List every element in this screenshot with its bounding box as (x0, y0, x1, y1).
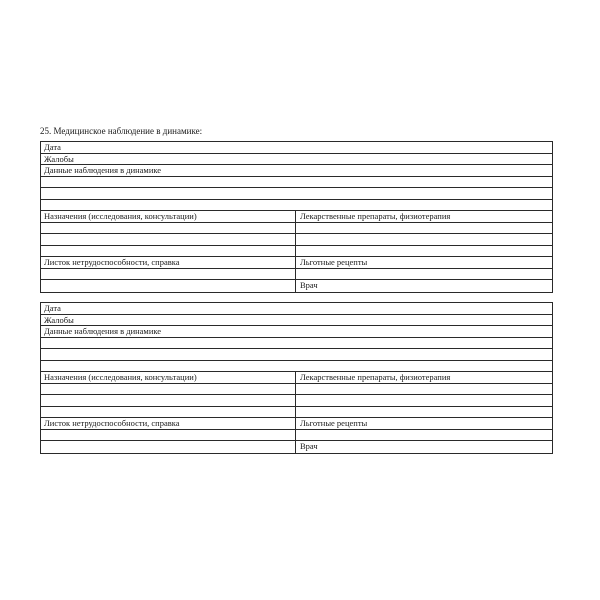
blank-split-row (41, 234, 552, 246)
blank-split-row (41, 430, 552, 442)
blank-split-row (41, 223, 552, 235)
row-observation (41, 165, 552, 177)
blank-row (41, 188, 552, 200)
row-prescriptions (41, 372, 552, 384)
blank-row (41, 338, 552, 350)
medications-label: Лекарственные препараты, физиотерапия (300, 211, 451, 221)
complaints-label: Жалобы (44, 314, 74, 325)
sick-leave-label: Листок нетрудоспособности, справка (41, 257, 296, 268)
row-sick-leave (41, 257, 552, 269)
blank-row (41, 361, 552, 373)
row-complaints (41, 154, 552, 166)
row-date (41, 142, 552, 154)
sick-leave-label: Листок нетрудоспособности, справка (41, 418, 296, 429)
row-doctor (41, 280, 552, 292)
medications-label: Лекарственные препараты, физиотерапия (300, 372, 451, 382)
complaints-label: Жалобы (44, 153, 74, 164)
row-complaints (41, 315, 552, 327)
row-prescriptions (41, 211, 552, 223)
observation-block-1 (40, 141, 553, 293)
doctor-label: Врач (300, 441, 318, 451)
blank-split-row (41, 395, 552, 407)
blank-row (41, 349, 552, 361)
date-label: Дата (44, 303, 61, 313)
observation-label: Данные наблюдения в динамике (44, 326, 162, 336)
benefit-prescriptions-label: Льготные рецепты (300, 257, 368, 267)
row-sick-leave (41, 418, 552, 430)
blank-split-row (41, 384, 552, 396)
blank-split-row (41, 407, 552, 419)
prescriptions-label: Назначения (исследования, консультации) (41, 211, 296, 222)
prescriptions-label: Назначения (исследования, консультации) (41, 372, 296, 383)
blank-split-row (41, 246, 552, 258)
blank-row (41, 177, 552, 189)
blank-split-row (41, 269, 552, 281)
row-doctor (41, 441, 552, 453)
observation-block-2 (40, 302, 553, 454)
row-observation (41, 326, 552, 338)
benefit-prescriptions-label: Льготные рецепты (300, 418, 368, 428)
section-heading: 25. Медицинское наблюдение в динамике: (40, 126, 203, 136)
row-date (41, 303, 552, 315)
blank-row (41, 200, 552, 212)
doctor-label: Врач (300, 280, 318, 290)
date-label: Дата (44, 142, 61, 152)
observation-label: Данные наблюдения в динамике (44, 165, 162, 175)
